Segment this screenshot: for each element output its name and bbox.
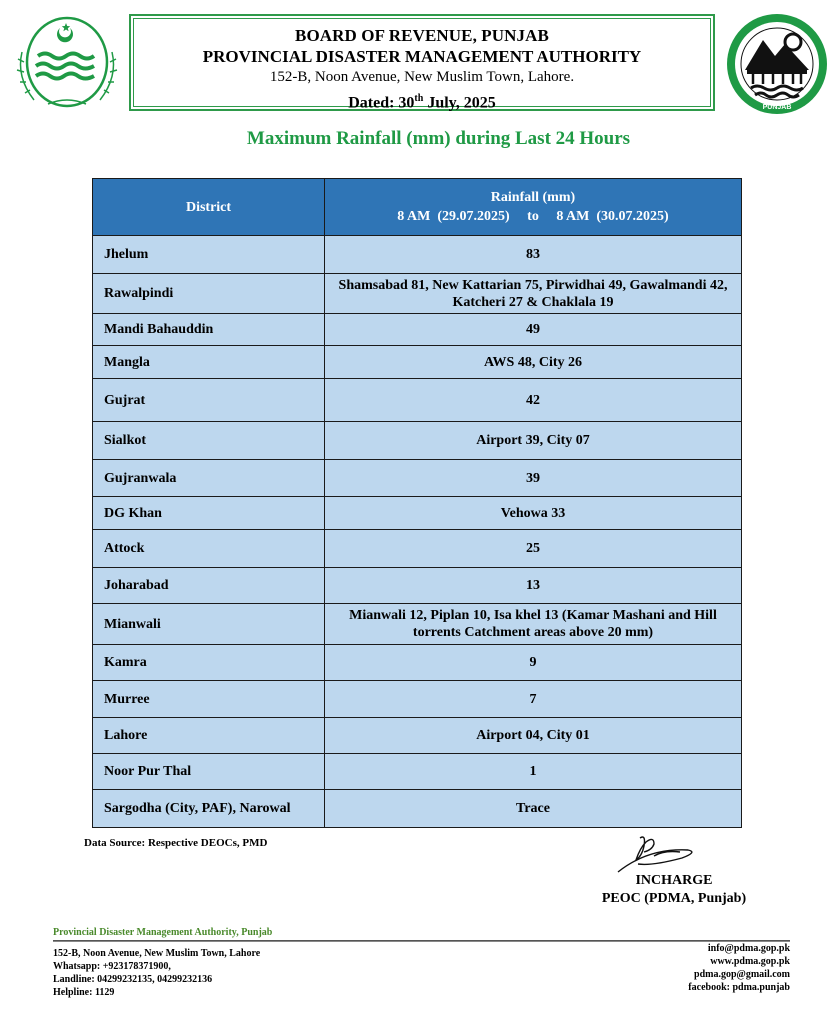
- table-header-row: [93, 179, 742, 236]
- footer-divider: [53, 940, 790, 942]
- document-date: Dated: 30th July, 2025: [348, 93, 496, 112]
- district-cell: Murree: [93, 681, 325, 718]
- table-row: [93, 530, 742, 568]
- district-cell: Gujranwala: [93, 460, 325, 497]
- rainfall-cell: 83: [325, 236, 742, 274]
- signatory-block: [590, 872, 770, 908]
- rainfall-cell: 1: [325, 754, 742, 790]
- footer-whatsapp: Whatsapp: +923178371900,: [53, 961, 171, 972]
- district-cell: Gujrat: [93, 379, 325, 422]
- footer-helpline: Helpline: 1129: [53, 987, 115, 998]
- rainfall-cell: 39: [325, 460, 742, 497]
- district-cell: Sialkot: [93, 422, 325, 460]
- pdma-logo: [725, 12, 830, 117]
- district-cell: Joharabad: [93, 568, 325, 604]
- table-row: [93, 274, 742, 314]
- footer-facebook-link[interactable]: facebook: pdma.punjab: [688, 982, 790, 993]
- department-name: BOARD OF REVENUE, PUNJAB: [295, 26, 549, 45]
- punjab-government-logo: [8, 12, 126, 112]
- district-cell: Mandi Bahauddin: [93, 314, 325, 346]
- table-row: [93, 754, 742, 790]
- table-row: [93, 718, 742, 754]
- authority-name: PROVINCIAL DISASTER MANAGEMENT AUTHORITY: [202, 47, 642, 66]
- rainfall-cell: Trace: [325, 790, 742, 828]
- table-row: [93, 422, 742, 460]
- table-row: [93, 379, 742, 422]
- rainfall-cell: 9: [325, 645, 742, 681]
- footer-gmail-link[interactable]: pdma.gop@gmail.com: [694, 969, 790, 980]
- header-address: 152-B, Noon Avenue, New Muslim Town, Lahore.: [269, 69, 575, 85]
- rainfall-cell: 7: [325, 681, 742, 718]
- signature: [610, 832, 710, 876]
- table-row: [93, 790, 742, 828]
- footer-website-link[interactable]: www.pdma.gop.pk: [710, 956, 790, 967]
- district-cell: Rawalpindi: [93, 274, 325, 314]
- rainfall-cell: Mianwali 12, Piplan 10, Isa khel 13 (Kamar Mashani and Hill torrents Catchment areas above 20 mm): [325, 604, 742, 645]
- rainfall-cell: AWS 48, City 26: [325, 346, 742, 379]
- rainfall-cell: Vehowa 33: [325, 497, 742, 530]
- table-row: [93, 604, 742, 645]
- rainfall-cell: 49: [325, 314, 742, 346]
- district-cell: Lahore: [93, 718, 325, 754]
- table-row: [93, 346, 742, 379]
- table-row: [93, 681, 742, 718]
- report-title: Maximum Rainfall (mm) during Last 24 Hours: [246, 128, 631, 149]
- table-row: [93, 645, 742, 681]
- data-source-note: Data Source: Respective DEOCs, PMD: [84, 837, 268, 849]
- district-cell: Noor Pur Thal: [93, 754, 325, 790]
- signatory-title: INCHARGE: [635, 873, 713, 888]
- footer-organization: Provincial Disaster Management Authority, Punjab: [53, 927, 273, 938]
- district-cell: Attock: [93, 530, 325, 568]
- district-cell: Jhelum: [93, 236, 325, 274]
- table-row: [93, 497, 742, 530]
- svg-text:PUNJAB: PUNJAB: [762, 104, 792, 111]
- table-row: [93, 460, 742, 497]
- column-header-district: District: [93, 179, 325, 236]
- district-cell: Sargodha (City, PAF), Narowal: [93, 790, 325, 828]
- rainfall-cell: 25: [325, 530, 742, 568]
- footer-email-link[interactable]: info@pdma.gop.pk: [707, 943, 790, 954]
- column-header-rainfall: Rainfall (mm) 8 AM (29.07.2025) to 8 AM (30.07.2025): [325, 179, 742, 236]
- rainfall-table: [92, 178, 742, 828]
- district-cell: DG Khan: [93, 497, 325, 530]
- rainfall-cell: 13: [325, 568, 742, 604]
- district-cell: Mianwali: [93, 604, 325, 645]
- rainfall-cell: Shamsabad 81, New Kattarian 75, Pirwidhai 49, Gawalmandi 42, Katcheri 27 & Chaklala 19: [325, 274, 742, 314]
- footer-landline: Landline: 04299232135, 04299232136: [53, 974, 213, 985]
- footer-address: 152-B, Noon Avenue, New Muslim Town, Lahore: [53, 948, 261, 959]
- table-row: [93, 568, 742, 604]
- district-cell: Mangla: [93, 346, 325, 379]
- signatory-office: PEOC (PDMA, Punjab): [601, 891, 747, 906]
- letterhead-box: [129, 14, 715, 111]
- district-cell: Kamra: [93, 645, 325, 681]
- rainfall-cell: Airport 04, City 01: [325, 718, 742, 754]
- table-row: [93, 236, 742, 274]
- rainfall-cell: 42: [325, 379, 742, 422]
- table-row: [93, 314, 742, 346]
- footer-contact-address: [53, 947, 260, 999]
- rainfall-cell: Airport 39, City 07: [325, 422, 742, 460]
- footer-contact-online: [688, 942, 790, 994]
